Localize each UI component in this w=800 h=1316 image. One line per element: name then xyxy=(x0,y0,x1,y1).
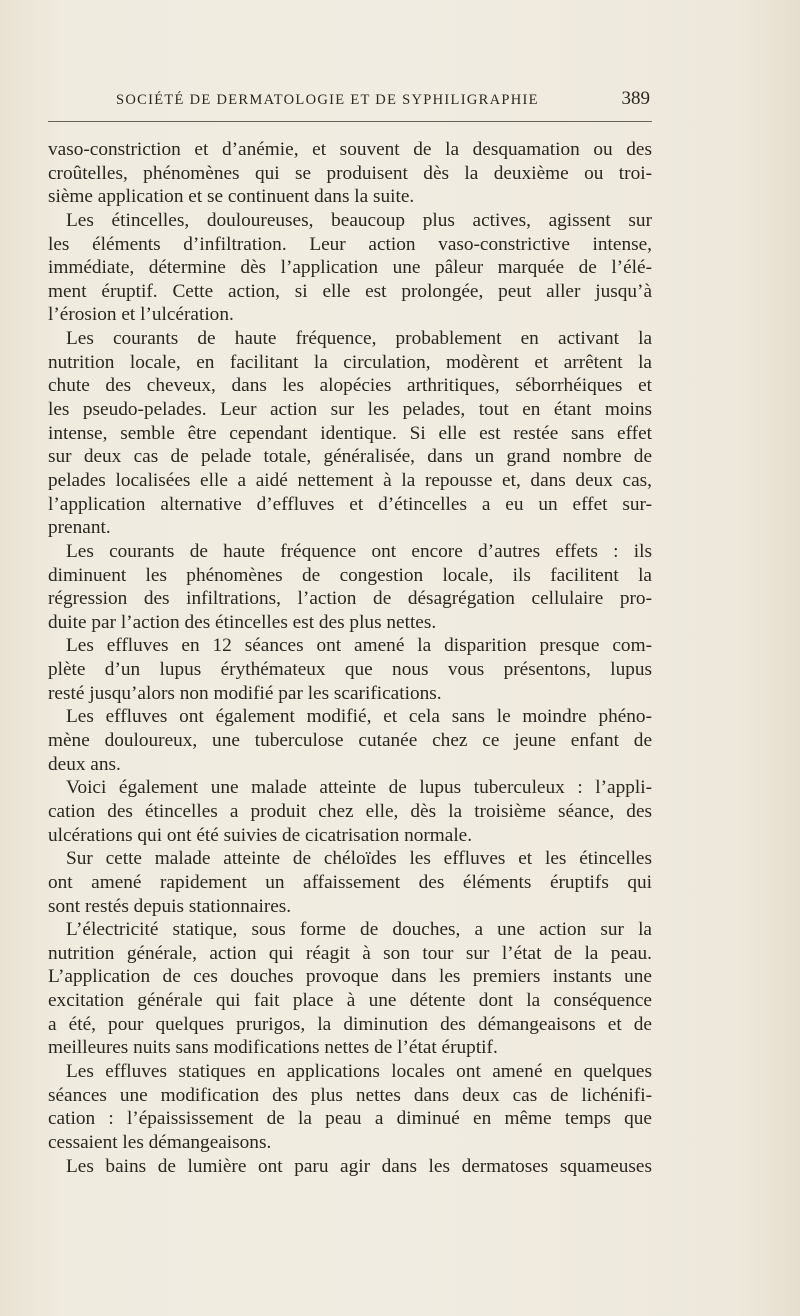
body-text xyxy=(48,138,652,1178)
text-line: sième application et se continuent dans la suite. xyxy=(48,186,415,208)
text-line: nutrition générale, action qui réagit à son tour sur l’état de la peau. xyxy=(48,942,652,964)
text-line: vaso-constriction et d’anémie, et souvent de la desquamation ou des xyxy=(48,139,652,160)
text-line: immédiate, détermine dès l’application une pâleur marquée de l’élé- xyxy=(48,257,652,279)
text-line: régression des infiltrations, l’action de désagrégation cellulaire pro- xyxy=(48,588,652,610)
text-line: plète d’un lupus érythémateux que nous vous présentons, lupus xyxy=(48,659,652,681)
text-line: cation : l’épaississement de la peau a diminué en même temps que xyxy=(48,1108,652,1130)
text-line: sur deux cas de pelade totale, généralisée, dans un grand nombre de xyxy=(48,446,652,468)
text-line: mène douloureux, une tuberculose cutanée chez ce jeune enfant de xyxy=(48,730,652,752)
text-line: l’application alternative d’effluves et d’étincelles a eu un effet sur- xyxy=(48,493,652,515)
text-line: chute des cheveux, dans les alopécies arthritiques, séborrhéiques et xyxy=(48,375,652,397)
text-line: Les étincelles, douloureuses, beaucoup plus actives, agissent sur xyxy=(66,209,652,231)
text-line: diminuent les phénomènes de congestion locale, ils facilitent la xyxy=(48,564,652,586)
text-line: intense, semble être cependant identique. Si elle est restée sans effet xyxy=(48,422,652,444)
text-line: nutrition locale, en facilitant la circulation, modèrent et arrêtent la xyxy=(48,351,652,373)
text-line: deux ans. xyxy=(48,753,121,775)
page-number: 389 xyxy=(621,88,650,109)
text-line: Les effluves ont également modifié, et cela sans le moindre phéno- xyxy=(66,706,652,728)
text-line: resté jusqu’alors non modifié par les scarifications. xyxy=(48,682,442,704)
text-line: pelades localisées elle a aidé nettement à la repousse et, dans deux cas, xyxy=(48,469,652,491)
text-line: séances une modification des plus nettes dans deux cas de lichénifi- xyxy=(48,1084,652,1106)
text-line: cessaient les démangeaisons. xyxy=(48,1131,272,1153)
text-line: l’érosion et l’ulcération. xyxy=(48,304,234,326)
text-line: cation des étincelles a produit chez elle, dès la troisième séance, des xyxy=(48,800,652,822)
text-line: les pseudo-pelades. Leur action sur les pelades, tout en étant moins xyxy=(48,399,652,421)
text-line: Voici également une malade atteinte de lupus tuberculeux : l’appli- xyxy=(66,777,652,799)
text-line: meilleures nuits sans modifications nettes de l’état éruptif. xyxy=(48,1037,498,1059)
text-line: ment éruptif. Cette action, si elle est prolongée, peut aller jusqu’à xyxy=(48,280,652,302)
text-line: Les courants de haute fréquence, probablement en activant la xyxy=(66,328,652,350)
running-head xyxy=(116,88,650,110)
text-line: L’électricité statique, sous forme de douches, a une action sur la xyxy=(66,919,652,941)
header-rule xyxy=(48,121,652,122)
text-line: Sur cette malade atteinte de chéloïdes les effluves et les étincelles xyxy=(66,848,652,870)
text-line: les éléments d’infiltration. Leur action vaso-constrictive intense, xyxy=(48,233,652,255)
text-line: ulcérations qui ont été suivies de cicatrisation normale. xyxy=(48,824,473,846)
text-line: excitation générale qui fait place à une détente dont la conséquence xyxy=(48,990,652,1012)
text-line: a été, pour quelques prurigos, la diminution des démangeaisons et de xyxy=(48,1013,652,1035)
text-line: duite par l’action des étincelles est des plus nettes. xyxy=(48,611,437,633)
text-line: Les courants de haute fréquence ont encore d’autres effets : ils xyxy=(66,540,652,562)
text-line: sont restés depuis stationnaires. xyxy=(48,895,292,917)
text-line: Les effluves statiques en applications locales ont amené en quelques xyxy=(66,1060,652,1082)
text-line: croûtelles, phénomènes qui se produisent dès la deuxième ou troi- xyxy=(48,162,652,184)
text-line: Les effluves en 12 séances ont amené la disparition presque com- xyxy=(66,635,652,657)
running-title: SOCIÉTÉ DE DERMATOLOGIE ET DE SYPHILIGRAPHIE xyxy=(116,92,539,108)
text-line: L’application de ces douches provoque dans les premiers instants une xyxy=(48,966,652,988)
text-line: prenant. xyxy=(48,517,111,539)
text-line: Les bains de lumière ont paru agir dans les dermatoses squameuses xyxy=(66,1155,652,1177)
text-line: ont amené rapidement un affaissement des éléments éruptifs qui xyxy=(48,871,652,893)
